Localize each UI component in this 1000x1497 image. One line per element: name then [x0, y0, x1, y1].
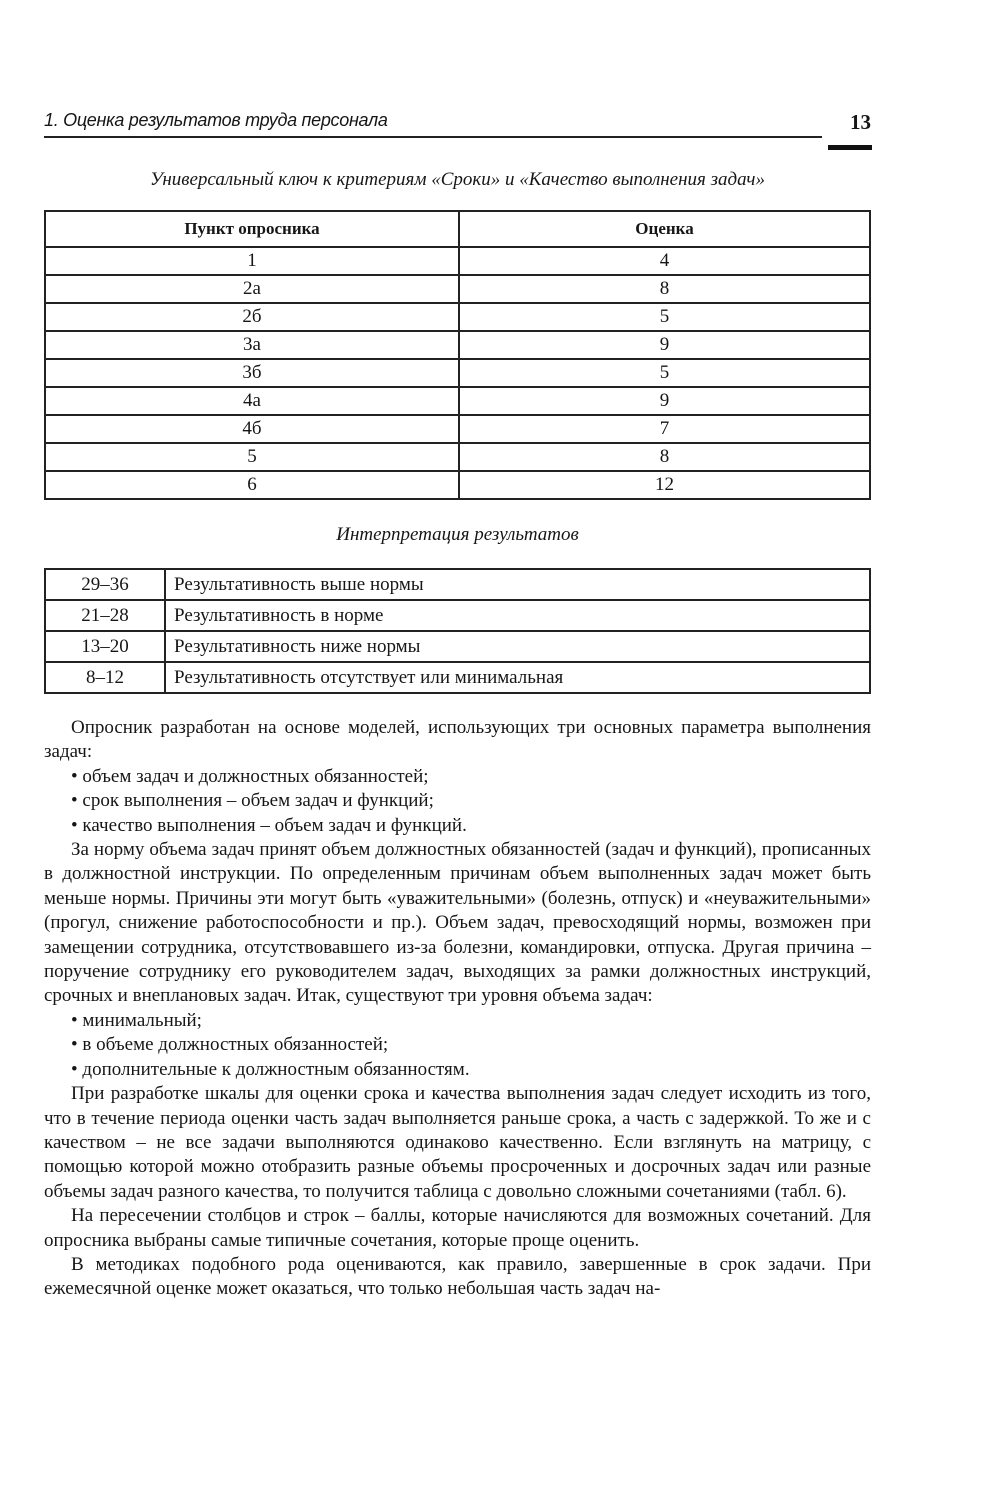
score-cell: 12: [459, 471, 870, 499]
range-cell: 13–20: [45, 631, 165, 662]
table-row: [45, 662, 870, 693]
table-row: [45, 415, 870, 443]
table-row: [45, 471, 870, 499]
bullet-item: • минимальный;: [71, 1009, 202, 1031]
bullet-item: • объем задач и должностных обязанностей;: [71, 765, 429, 787]
body-text: [44, 716, 871, 1302]
score-cell: 5: [459, 303, 870, 331]
item-cell: 3а: [45, 331, 459, 359]
score-cell: 9: [459, 331, 870, 359]
table-row: [45, 359, 870, 387]
table-row: [45, 247, 870, 275]
range-cell: 8–12: [45, 662, 165, 693]
score-cell: 7: [459, 415, 870, 443]
table-row: [45, 275, 870, 303]
table-row: [45, 631, 870, 662]
item-cell: 3б: [45, 359, 459, 387]
interpretation-cell: Результативность выше нормы: [165, 569, 870, 600]
paragraph: В методиках подобного рода оцениваются, как правило, завершенные в срок задачи. При ежемесячной оценке может оказаться, что только небольшая часть задач на-: [44, 1253, 871, 1300]
paragraph: Опросник разработан на основе моделей, использующих три основных параметра выполнения задач:: [44, 717, 871, 763]
item-cell: 1: [45, 247, 459, 275]
paragraph: За норму объема задач принят объем должностных обязанностей (задач и функций), прописанных в должностной инструкции. По определенным причинам объем выполненных задач может быть меньше нормы. Причины эти могут быть «уважительными» (болезнь, отпуск) и «неуважительными» (прогул, снижение работоспособности и пр.). Объем задач, превосходящий нормы, возможен при замещении сотрудника, отсутствовавшего из-за болезни, командировки, отпуска. Другая причина – поручение сотруднику его руководителем задач, выходящих за рамки должностных инструкций, срочных и внеплановых задач. Итак, существуют три уровня объема задач:: [44, 839, 871, 1007]
header-rule: [44, 136, 822, 138]
score-cell: 4: [459, 247, 870, 275]
paragraph: На пересечении столбцов и строк – баллы, которые начисляются для возможных сочетаний. Для опросника выбраны самые типичные сочетания, которые проще оценить.: [44, 1205, 871, 1251]
table-row: [45, 569, 870, 600]
page-number-bar: [828, 145, 872, 150]
bullet-item: • в объеме должностных обязанностей;: [71, 1034, 389, 1056]
score-cell: 8: [459, 275, 870, 303]
item-cell: 6: [45, 471, 459, 499]
item-cell: 5: [45, 443, 459, 471]
running-title: 1. Оценка результатов труда персонала: [44, 110, 388, 130]
interpretation-cell: Результативность в норме: [165, 600, 870, 631]
score-cell: 5: [459, 359, 870, 387]
item-cell: 4б: [45, 415, 459, 443]
table-row: [45, 387, 870, 415]
table-row: [45, 303, 870, 331]
bullet-item: • срок выполнения – объем задач и функций;: [71, 790, 434, 812]
score-cell: 9: [459, 387, 870, 415]
item-cell: 2а: [45, 275, 459, 303]
interpretation-cell: Результативность отсутствует или минимальная: [165, 662, 870, 693]
range-cell: 21–28: [45, 600, 165, 631]
bullet-item: • качество выполнения – объем задач и функций.: [71, 814, 467, 836]
table2-caption: Интерпретация результатов: [336, 524, 579, 545]
table-row: [45, 600, 870, 631]
score-key-table: [44, 210, 871, 500]
column-header: Пункт опросника: [45, 211, 459, 247]
table-row: [45, 331, 870, 359]
paragraph: При разработке шкалы для оценки срока и качества выполнения задач следует исходить из того, что в течение периода оценки часть задач выполняется раньше срока, а часть с задержкой. То же и с качеством – не все задачи выполняются одинаково качественно. Если взглянуть на матрицу, с помощью которой можно отобразить разные объемы просроченных и досрочных задач или разные объемы задач разного качества, то получится таблица с довольно сложными сочетаниями (табл. 6).: [44, 1083, 871, 1202]
interpretation-cell: Результативность ниже нормы: [165, 631, 870, 662]
interpretation-table: [44, 568, 871, 694]
score-cell: 8: [459, 443, 870, 471]
bullet-item: • дополнительные к должностным обязанностям.: [71, 1058, 470, 1080]
range-cell: 29–36: [45, 569, 165, 600]
page-number: 13: [850, 110, 871, 134]
item-cell: 4а: [45, 387, 459, 415]
column-header: Оценка: [459, 211, 870, 247]
item-cell: 2б: [45, 303, 459, 331]
table-row: [45, 443, 870, 471]
table1-caption: Универсальный ключ к критериям «Сроки» и «Качество выполнения задач»: [150, 169, 765, 190]
